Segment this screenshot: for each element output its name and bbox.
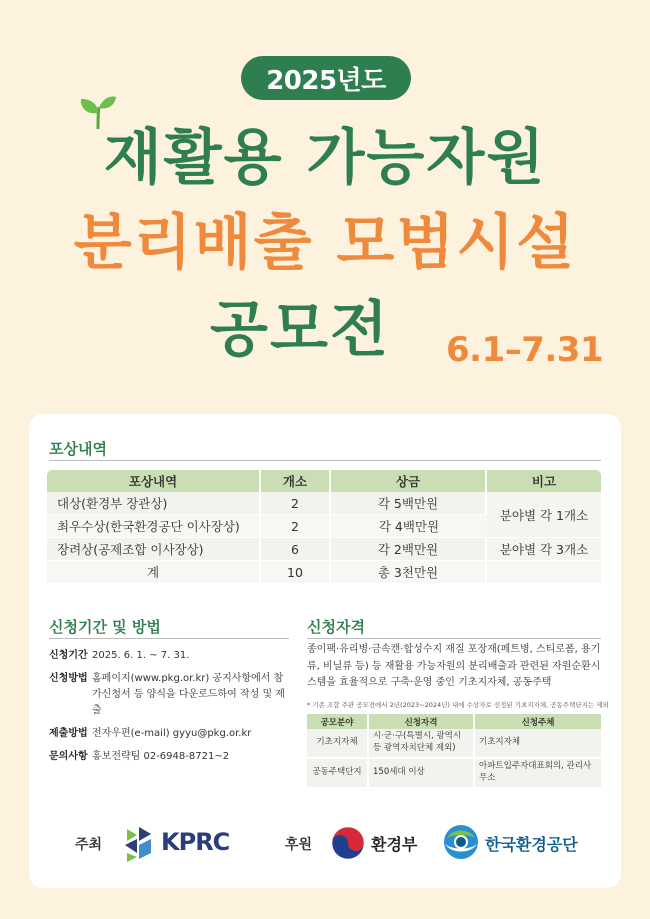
award-note: 분야별 각 3개소 <box>487 538 601 561</box>
award-prize: 총 3천만원 <box>331 561 487 584</box>
sponsor-moe-name: 환경부 <box>371 835 418 854</box>
award-count: 2 <box>261 492 331 515</box>
contest-period: 6.1–7.31 <box>446 330 604 370</box>
keco-logo-icon <box>443 824 479 860</box>
apply-section-title: 신청기간 및 방법 <box>49 618 161 636</box>
list-item <box>49 671 289 719</box>
elig-field: 공동주택단지 <box>307 759 369 789</box>
elig-field: 기초지자체 <box>307 729 369 759</box>
table-row <box>47 538 601 561</box>
table-row <box>47 492 601 515</box>
info-key: 제출방법 <box>49 728 88 739</box>
title-line-2: 분리배출 모범시설 <box>73 208 577 278</box>
table-header: 포상내역 <box>47 470 261 492</box>
awards-table <box>47 470 601 584</box>
kprc-logo-icon <box>121 825 155 863</box>
award-prize: 각 4백만원 <box>331 515 487 538</box>
table-header: 신청주체 <box>475 714 601 729</box>
list-item <box>49 726 289 742</box>
eligibility-divider <box>307 638 601 639</box>
award-name: 장려상(공제조합 이사장상) <box>47 538 261 561</box>
award-count: 2 <box>261 515 331 538</box>
info-value: 홍보전략팀 02-6948-8721~2 <box>92 751 230 762</box>
taegeuk-logo-icon <box>331 826 365 860</box>
host-label: 주최 <box>75 837 103 853</box>
award-note: 분야별 각 1개소 <box>487 492 601 538</box>
table-header: 비고 <box>487 470 601 492</box>
info-value: 전자우편(e-mail) gyyu@pkg.or.kr <box>92 728 252 739</box>
elig-applicant: 기초지자체 <box>475 729 601 759</box>
award-name: 계 <box>47 561 261 584</box>
awards-divider <box>49 460 601 461</box>
elig-applicant: 아파트입주자대표회의, 관리사무소 <box>475 759 601 789</box>
elig-qualification: 150세대 이상 <box>369 759 475 789</box>
eligibility-section-title: 신청자격 <box>307 618 365 636</box>
sponsor-label: 후원 <box>285 837 313 853</box>
table-row <box>307 759 601 789</box>
award-note <box>487 561 601 584</box>
eligibility-table <box>307 714 601 789</box>
title-line-1: 재활용 가능자원 <box>103 123 547 193</box>
table-header: 신청자격 <box>369 714 475 729</box>
table-row <box>47 561 601 584</box>
kprc-logo-text: KPRC <box>161 828 230 856</box>
info-key: 신청기간 <box>49 650 88 661</box>
list-item <box>49 749 289 765</box>
year-badge: 2025년도 <box>241 56 411 100</box>
apply-info-list <box>49 648 289 772</box>
elig-qualification: 시·군·구(특별시, 광역시 등 광역자치단체 제외) <box>369 729 475 759</box>
info-key: 신청방법 <box>49 673 88 684</box>
eligibility-description: 종이팩·유리병·금속캔·합성수지 재질 포장재(페트병, 스티로폼, 용기류, 비닐류 등) 등 재활용 가능자원의 분리배출과 관련된 자원순환시스템을 효율적으로 구축·운영 중인 기초지자체, 공동주택 <box>307 644 601 688</box>
info-value: 홈페이지(www.pkg.or.kr) 공지사항에서 참가신청서 등 양식을 다운로드하여 작성 및 제출 <box>92 673 285 716</box>
eligibility-note: * 기존 조합 주관 공모전에서 2년(2023~2024년) 내에 수상자로 선정된 기초지자체, 공동주택단지는 제외 <box>307 701 609 709</box>
table-header: 상금 <box>331 470 487 492</box>
table-row <box>307 729 601 759</box>
apply-divider <box>49 638 289 639</box>
title-line-3: 공모전 <box>210 295 390 365</box>
info-key: 문의사항 <box>49 751 88 762</box>
award-prize: 각 2백만원 <box>331 538 487 561</box>
award-count: 6 <box>261 538 331 561</box>
award-prize: 각 5백만원 <box>331 492 487 515</box>
table-header: 공모분야 <box>307 714 369 729</box>
info-card <box>29 414 621 888</box>
award-name: 최우수상(한국환경공단 이사장상) <box>47 515 261 538</box>
table-header: 개소 <box>261 470 331 492</box>
list-item <box>49 648 289 664</box>
info-value: 2025. 6. 1. ~ 7. 31. <box>92 650 190 661</box>
awards-section-title: 포상내역 <box>49 440 107 458</box>
award-count: 10 <box>261 561 331 584</box>
award-name: 대상(환경부 장관상) <box>47 492 261 515</box>
sponsor-keco-name: 한국환경공단 <box>485 835 578 854</box>
